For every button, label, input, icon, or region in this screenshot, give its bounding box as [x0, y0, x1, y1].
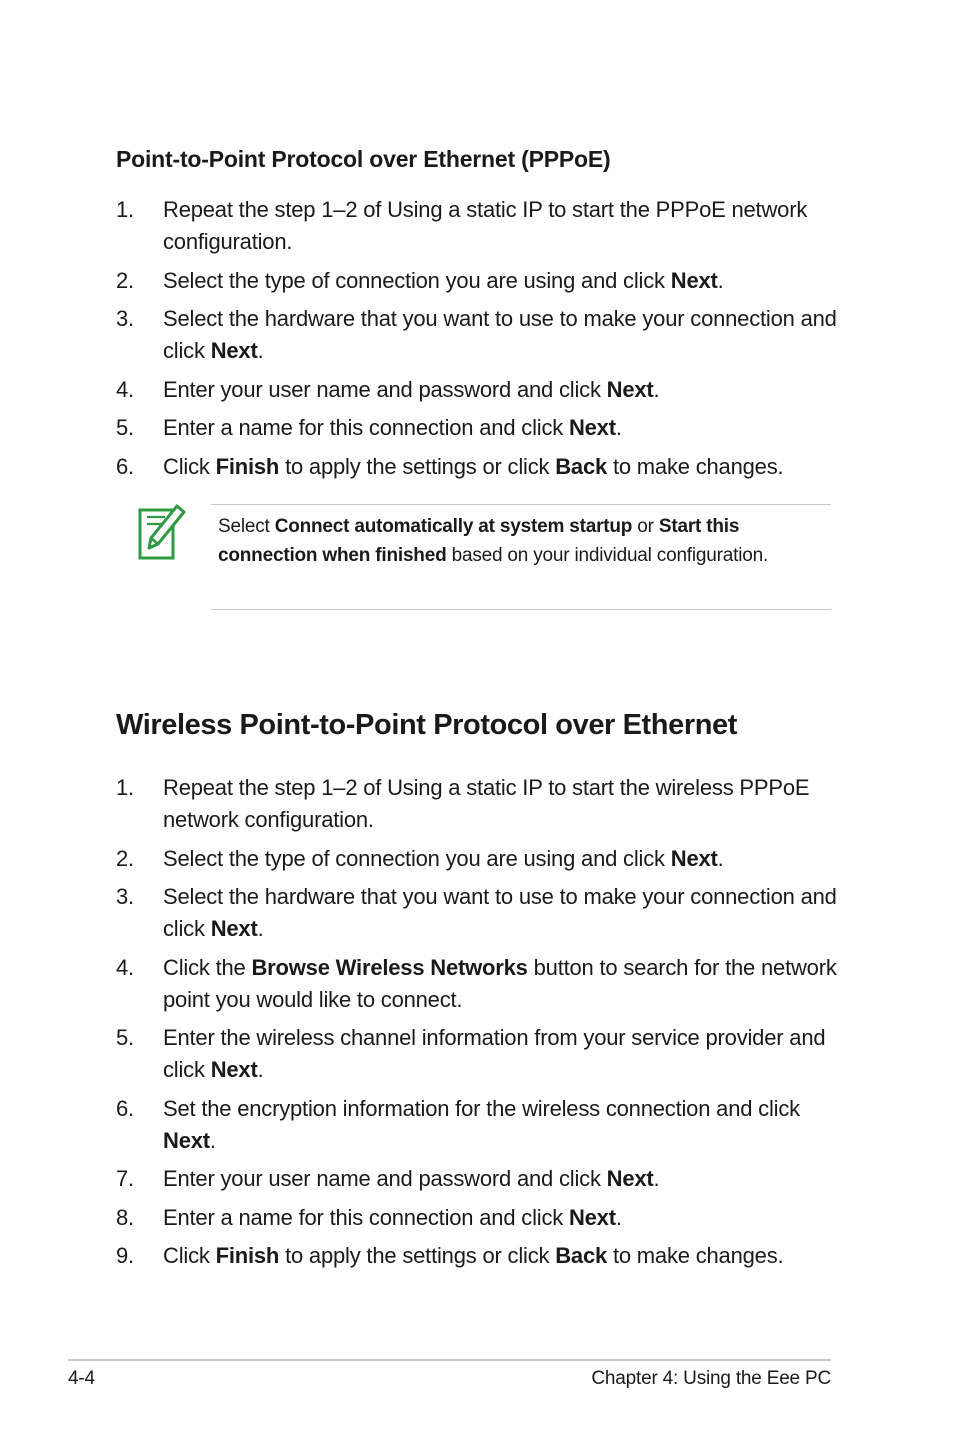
step-number: 6.: [116, 453, 134, 479]
step-number: 9.: [116, 1243, 134, 1268]
step-number: 3.: [116, 306, 134, 331]
section-heading-wireless-pppoe: Wireless Point-to-Point Protocol over Ethernet: [116, 709, 738, 741]
list-item: [116, 1022, 846, 1086]
emphasis-text: Next: [606, 376, 654, 402]
step-text: .: [717, 845, 724, 871]
note-box: [211, 504, 831, 610]
emphasis-text: Next: [210, 916, 258, 941]
step-text: button to search for the network point you would like to connect.: [163, 954, 837, 1012]
step-text: to make changes.: [607, 1243, 784, 1268]
list-item: [116, 451, 846, 483]
step-text: based on your individual configuration.: [446, 544, 769, 566]
step-text: .: [257, 338, 264, 363]
list-item: [116, 843, 846, 875]
emphasis-text: Next: [606, 1166, 654, 1191]
step-number: 1.: [116, 775, 134, 800]
footer-divider: [68, 1359, 831, 1361]
step-text: Click the: [163, 954, 252, 980]
step-text: Enter your user name and password and click: [163, 376, 607, 402]
step-text: Click: [163, 1243, 216, 1268]
step-text: .: [717, 267, 724, 293]
emphasis-text: Finish: [215, 1243, 280, 1268]
step-text: .: [653, 1166, 660, 1191]
note-text: [218, 513, 818, 570]
emphasis-text: Start this connection when finished: [218, 516, 740, 566]
step-text: Select the type of connection you are using and click: [163, 845, 671, 871]
step-text: to make changes.: [607, 453, 784, 479]
step-number: 6.: [116, 1095, 134, 1121]
step-number: 3.: [116, 884, 134, 909]
emphasis-text: Next: [210, 1057, 258, 1082]
step-number: 7.: [116, 1166, 134, 1191]
list-item: [116, 194, 846, 258]
step-text: Select the type of connection you are using and click: [163, 267, 671, 293]
section-heading-pppoe: Point-to-Point Protocol over Ethernet (PPPoE): [116, 146, 611, 172]
step-text: Repeat the step 1–2 of Using a static IP to start the PPPoE network configuration.: [163, 197, 808, 254]
list-item: [116, 1240, 846, 1272]
list-item: [116, 772, 846, 836]
list-item: [116, 1202, 846, 1234]
list-item: [116, 412, 846, 444]
pppoe-steps-list: [116, 194, 846, 489]
wireless-pppoe-steps-list: [116, 772, 846, 1279]
emphasis-text: Next: [210, 338, 258, 363]
step-number: 4.: [116, 376, 134, 402]
step-text: Enter a name for this connection and click: [163, 415, 569, 440]
chapter-title: Chapter 4: Using the Eee PC: [591, 1368, 831, 1389]
step-text: Set the encryption information for the wireless connection and click: [163, 1095, 800, 1121]
step-text: .: [615, 1204, 622, 1230]
list-item: [116, 1093, 846, 1157]
list-item: [116, 881, 846, 945]
step-text: .: [653, 376, 660, 402]
step-number: 5.: [116, 415, 134, 440]
step-number: 5.: [116, 1025, 134, 1050]
emphasis-text: Next: [670, 845, 718, 871]
list-item: [116, 952, 846, 1016]
list-item: [116, 1163, 846, 1195]
list-item: [116, 265, 846, 297]
step-text: Select: [218, 516, 275, 537]
step-number: 4.: [116, 954, 134, 980]
list-item: [116, 374, 846, 406]
step-text: Select the hardware that you want to use to make your connection and click: [163, 306, 837, 363]
step-text: .: [615, 415, 622, 440]
emphasis-text: Connect automatically at system startup: [274, 516, 633, 537]
page-number: 4-4: [68, 1368, 95, 1389]
step-number: 8.: [116, 1204, 134, 1230]
step-text: Enter a name for this connection and click: [163, 1204, 569, 1230]
step-text: .: [209, 1127, 216, 1153]
step-number: 1.: [116, 197, 134, 222]
step-text: .: [257, 1057, 264, 1082]
step-text: or: [632, 516, 659, 537]
emphasis-text: Next: [568, 415, 616, 440]
emphasis-text: Back: [555, 1243, 608, 1268]
emphasis-text: Next: [568, 1204, 616, 1230]
step-text: Click: [163, 453, 216, 479]
step-text: to apply the settings or click: [279, 453, 556, 479]
step-text: to apply the settings or click: [279, 1243, 556, 1268]
step-text: Repeat the step 1–2 of Using a static IP to start the wireless PPPoE network configuration.: [163, 775, 810, 832]
emphasis-text: Next: [163, 1127, 210, 1153]
note-pencil-icon: [137, 502, 187, 562]
step-number: 2.: [116, 845, 134, 871]
step-text: Enter your user name and password and click: [163, 1166, 607, 1191]
step-text: Select the hardware that you want to use to make your connection and click: [163, 884, 837, 941]
emphasis-text: Back: [555, 453, 608, 479]
step-number: 2.: [116, 267, 134, 293]
emphasis-text: Finish: [215, 453, 280, 479]
step-text: Enter the wireless channel information from your service provider and click: [163, 1025, 826, 1082]
emphasis-text: Next: [670, 267, 718, 293]
step-text: .: [257, 916, 264, 941]
emphasis-text: Browse Wireless Networks: [251, 954, 528, 980]
list-item: [116, 303, 846, 367]
